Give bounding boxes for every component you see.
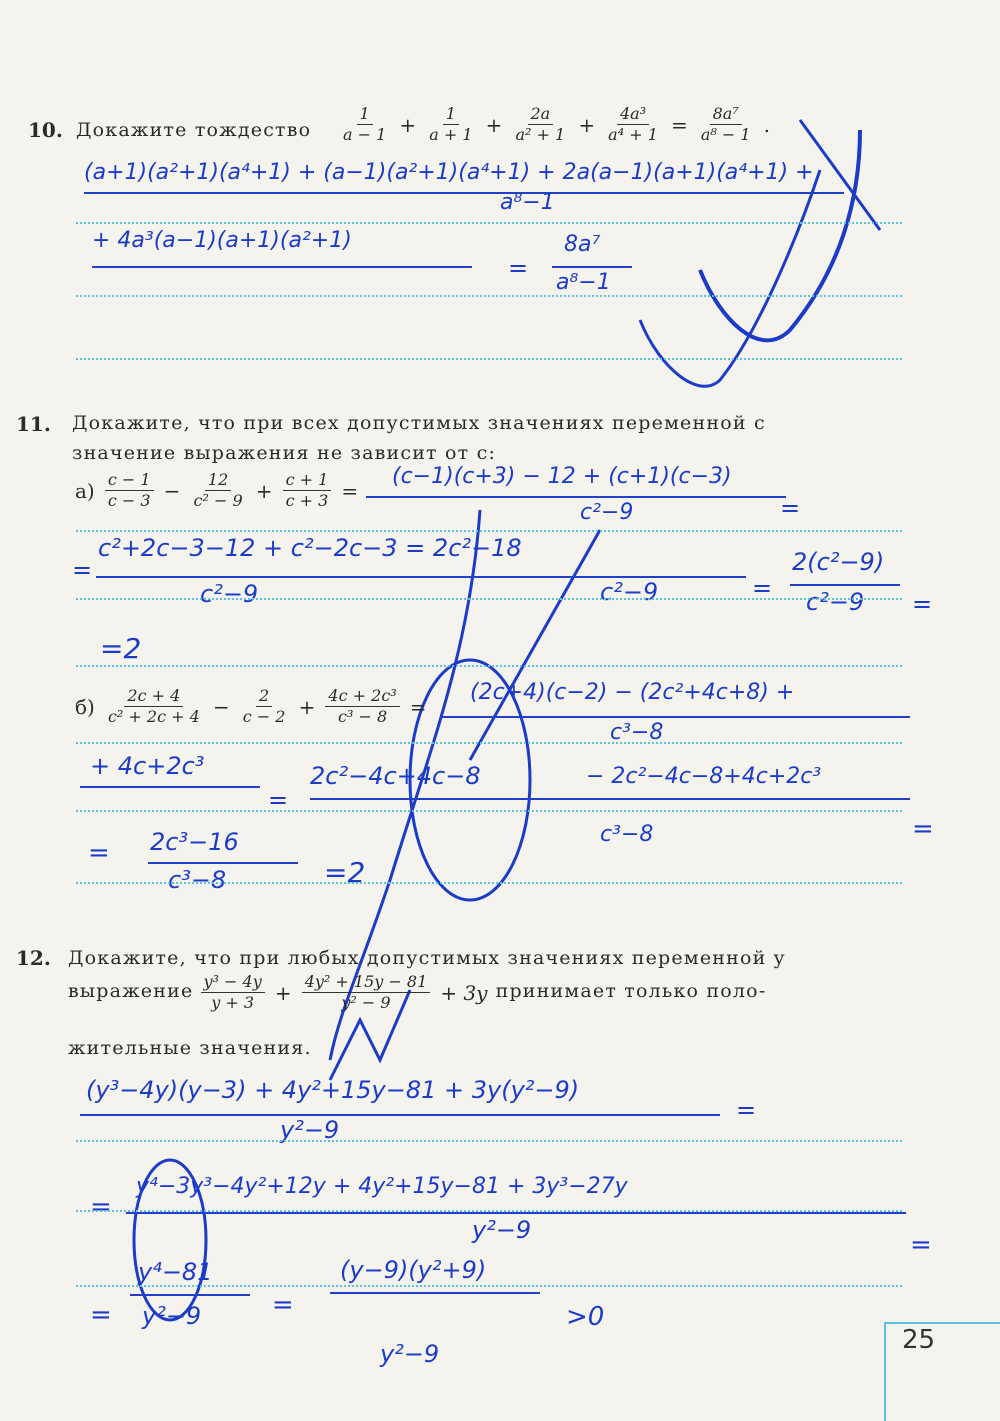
fraction-bar: [148, 862, 298, 864]
handwriting-11b-den2: c³−8: [600, 822, 654, 847]
equals-sign: =: [341, 478, 359, 503]
handwriting-11b-result: =2: [324, 856, 366, 889]
plus-sign: +: [399, 112, 417, 137]
denominator: c + 3: [285, 491, 329, 510]
handwriting-11b-mid: 2c²−4c+4c−8: [310, 762, 481, 790]
handwriting-12-frac3-num: y⁴−81: [138, 1258, 213, 1286]
fraction: [302, 972, 431, 1013]
numerator: 4c + 2c³: [325, 686, 399, 707]
fraction-bar: [790, 584, 900, 586]
plus-sign: +: [485, 112, 503, 137]
task-11a-formula: [72, 470, 361, 511]
fraction-bar: [330, 1292, 540, 1294]
dotted-line: [76, 222, 902, 224]
numerator: 8a⁷: [710, 104, 742, 125]
denominator: a + 1: [429, 125, 473, 144]
handwriting-11a-eq3: =: [912, 590, 933, 618]
handwriting-11a-frac3-den: c²−9: [806, 588, 865, 616]
numerator: 2c + 4: [124, 686, 183, 707]
handwriting-12-line1: (y³−4y)(y−3) + 4y²+15y−81 + 3y(y²−9): [86, 1076, 580, 1104]
item-label: б): [75, 694, 95, 719]
equals-sign: =: [670, 112, 688, 137]
fraction-bar: [366, 496, 786, 498]
task-11-statement-line2: значение выражения не зависит от c:: [72, 442, 497, 464]
handwriting-10-res-num: 8a⁷: [564, 232, 601, 257]
handwriting-12-eq2: =: [910, 1230, 932, 1260]
denominator: c − 3: [107, 491, 151, 510]
numerator: y³ − 4y: [201, 972, 265, 993]
equals-sign: =: [409, 694, 427, 719]
fraction-bar: [310, 798, 910, 800]
handwriting-10-res-den: a⁸−1: [556, 270, 611, 295]
handwriting-11a-den: c²−9: [580, 500, 634, 525]
task-12-statement-line1: Докажите, что при любых допустимых значениях переменной y: [68, 947, 786, 969]
fraction: [605, 104, 661, 145]
dotted-line: [76, 1140, 902, 1142]
handwriting-11b-line2: + 4c+2c³: [90, 752, 205, 780]
handwriting-11a-eq1: =: [780, 494, 801, 522]
task-number-12: 12.: [16, 946, 51, 970]
numerator: 2a: [528, 104, 554, 125]
numerator: c − 1: [105, 470, 154, 491]
fraction: [105, 470, 154, 511]
fraction-bar: [84, 192, 844, 194]
numerator: 1: [443, 104, 459, 125]
minus-sign: −: [212, 694, 230, 719]
term: + 3y: [440, 980, 488, 1005]
handwriting-12-eq3: =: [272, 1290, 294, 1320]
handwriting-10-den: a⁸−1: [500, 190, 555, 215]
numerator: c + 1: [283, 470, 332, 491]
handwriting-11b-eq3: =: [912, 814, 934, 844]
period: .: [763, 112, 771, 137]
handwriting-11b-right: − 2c²−4c−8+4c+2c³: [586, 764, 822, 789]
cross-scribble: [470, 530, 600, 760]
handwriting-12-frac3-den: y²−9: [142, 1302, 202, 1330]
dotted-line: [76, 1285, 902, 1287]
task-12-statement-line3: жительные значения.: [68, 1037, 312, 1059]
handwriting-11a-line2-eq: =: [752, 574, 773, 602]
handwriting-11a-pre: =: [72, 556, 93, 584]
handwriting-11a-result: =2: [100, 632, 142, 665]
fraction: [191, 470, 246, 511]
statement-text: принимает только поло-: [495, 980, 767, 1002]
dotted-line: [76, 1210, 902, 1212]
handwriting-12-frac4-den: y²−9: [380, 1340, 440, 1368]
handwriting-12-result: >0: [566, 1302, 605, 1332]
handwriting-11b-frac-den: c³−8: [168, 866, 227, 894]
dotted-line: [76, 358, 902, 360]
dotted-line: [76, 742, 902, 744]
handwriting-12-frac4-num: (y−9)(y²+9): [340, 1256, 487, 1284]
handwriting-11a-line2-num: c²+2c−3−12 + c²−2c−3 = 2c²−18: [98, 534, 522, 562]
handwriting-10-eq: =: [508, 254, 529, 282]
plus-sign: +: [578, 112, 596, 137]
denominator: a⁸ − 1: [700, 125, 751, 144]
denominator: a² + 1: [515, 125, 566, 144]
denominator: a⁴ + 1: [608, 125, 658, 144]
task-11-statement-line1: Докажите, что при всех допустимых значениях переменной c: [72, 412, 766, 434]
item-label: а): [75, 478, 95, 503]
task-10-statement: Докажите тождество: [76, 119, 312, 141]
numerator: 1: [357, 104, 373, 125]
fraction-bar: [92, 266, 472, 268]
numerator: 12: [205, 470, 231, 491]
checkmark-scribble-2: [640, 170, 820, 386]
fraction-bar: [130, 1294, 250, 1296]
handwriting-10-line2: + 4a³(a−1)(a+1)(a²+1): [92, 228, 352, 253]
denominator: y + 3: [211, 993, 255, 1012]
dotted-line: [76, 810, 902, 812]
statement-text: выражение: [68, 980, 194, 1002]
numerator: 4a³: [617, 104, 649, 125]
plus-sign: +: [255, 478, 273, 503]
fraction-bar: [80, 1114, 720, 1116]
handwriting-12-line2: y⁴−3y³−4y²+12y + 4y²+15y−81 + 3y³−27y: [136, 1174, 628, 1199]
dotted-line: [76, 295, 902, 297]
handwriting-12-den1: y²−9: [280, 1116, 340, 1144]
handwriting-11b-den: c³−8: [610, 720, 664, 745]
plus-sign: +: [274, 980, 292, 1005]
task-number-11: 11.: [16, 412, 51, 436]
handwriting-12-pre2: =: [90, 1192, 112, 1222]
handwriting-11b-pre: =: [88, 838, 110, 868]
minus-sign: −: [163, 478, 181, 503]
task-10-formula: [338, 104, 773, 145]
fraction: [105, 686, 203, 727]
handwriting-11b-num: (2c+4)(c−2) − (2c²+4c+8) +: [470, 680, 795, 705]
handwriting-11a-line2-den2: c²−9: [600, 578, 659, 606]
denominator: c² − 9: [193, 491, 243, 510]
task-11b-formula: [72, 686, 430, 727]
fraction-bar: [440, 716, 910, 718]
dotted-line: [76, 598, 902, 600]
denominator: c − 2: [242, 707, 286, 726]
denominator: c² + 2c + 4: [107, 707, 200, 726]
handwriting-10-line1: (a+1)(a²+1)(a⁴+1) + (a−1)(a²+1)(a⁴+1) + 2a(a−1)(a+1)(a⁴+1) +: [84, 160, 814, 185]
handwriting-12-eq1: =: [736, 1096, 757, 1124]
numerator: 4y² + 15y − 81: [302, 972, 431, 993]
fraction: [513, 104, 569, 145]
handwriting-11b-frac-num: 2c³−16: [150, 828, 239, 856]
fraction: [426, 104, 475, 145]
handwriting-12-den2: y²−9: [472, 1216, 532, 1244]
dotted-line: [76, 882, 902, 884]
fraction: [340, 104, 389, 145]
handwriting-11a-frac3-num: 2(c²−9): [792, 548, 885, 576]
numerator: 2: [256, 686, 272, 707]
handwriting-11b-eq2: =: [268, 786, 289, 814]
fraction-bar: [552, 266, 632, 268]
dotted-line: [76, 665, 902, 667]
fraction: [283, 470, 332, 511]
fraction-bar: [126, 1212, 906, 1214]
plus-sign: +: [298, 694, 316, 719]
handwriting-12-pre3: =: [90, 1300, 112, 1330]
denominator: y² − 9: [341, 993, 391, 1012]
denominator: a − 1: [343, 125, 387, 144]
fraction: [325, 686, 399, 727]
denominator: c³ − 8: [337, 707, 388, 726]
fraction-bar: [80, 786, 260, 788]
task-12-statement-line2: [68, 972, 766, 1013]
handwriting-11a-line2-den: c²−9: [200, 580, 259, 608]
dotted-line: [76, 530, 902, 532]
handwriting-11a-num: (c−1)(c+3) − 12 + (c+1)(c−3): [392, 464, 732, 489]
page-number: 25: [902, 1325, 936, 1355]
fraction: [201, 972, 265, 1013]
fraction: [698, 104, 754, 145]
fraction: [240, 686, 289, 727]
task-number-10: 10.: [28, 118, 63, 142]
